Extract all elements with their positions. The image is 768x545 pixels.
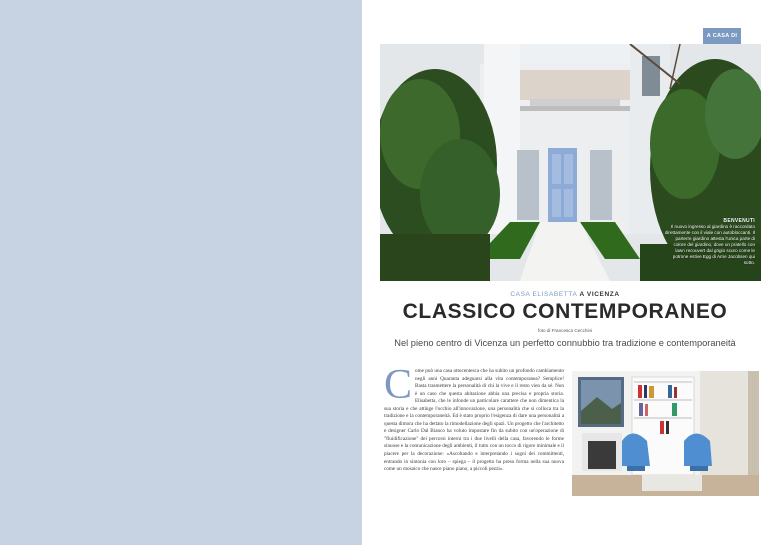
article-kicker	[362, 291, 768, 298]
caption-text: Il nuovo ingresso al giardino è raccordato direttamente con il viale con autobloccanti. Il parterre giardino attesta l'unica parte di colore del giardino, dove un pratello con lawn recouvert dal grigio scuro come le potrone estive Egg di Arne Jacobsen qui sotto.	[664, 224, 755, 265]
kicker-house-name: CASA ELISABETTA	[510, 291, 578, 298]
article-headline: CLASSICO CONTEMPORANEO	[402, 300, 728, 323]
kicker-location: A VICENZA	[579, 291, 620, 298]
section-tab: A CASA DI	[703, 28, 741, 45]
photo-credit: foto di Francesco Cecchini	[537, 328, 593, 333]
drop-cap: C	[384, 362, 413, 408]
article-subhead: Nel pieno centro di Vicenza un perfetto connubbio tra tradizione e contemporaneità	[394, 338, 736, 348]
hero-photo	[380, 44, 761, 281]
interior-photo	[572, 371, 759, 496]
photo-caption	[663, 218, 755, 266]
left-page	[0, 0, 362, 545]
right-page	[362, 0, 768, 545]
living-room-illustration	[572, 371, 759, 496]
article-body-text: ome può una casa ottocentesca che ha subito un profondo cambiamento negli anni Quaranta adeguarsi alla vita contemporanea? Semplice! Basta trasmettere la personalità di chi la vive e il resto vien da sé. Non è un caso che questa abitazione abbia una precisa e propria storia. Elisabetta, che le infonde un particolare carattere che non dimentica la sua storia e che attinge l'occhio all'innovazione, una personalità che si colloca tra la tradizione e la contemporaneità. Ed è stato proprio l'esigenza di dare una personalità a questa dimora che ha dettato la rimodellazione degli spazi. Un progetto che l'architetto e designer Carlo Dal Bianco ha voluto impostare fin da subito con un'operazione di "fluidificazione" dei percorsi interni tra i due livelli della casa, favorendo le forme sinuose e la comunicazione degli ambienti, il tutto con un tocco di rigore minimale e il piacere per la decorazione: «Ascoltando e interpretando i sogni dei committenti, entrando in sintonia con loro – spiega – il progetto ha preso forma nella sua nuova come un mosaico che nasce piano piano, a piccoli pezzi».	[384, 368, 564, 473]
article-body	[384, 362, 564, 474]
caption-title: BENVENUTI	[723, 218, 755, 224]
